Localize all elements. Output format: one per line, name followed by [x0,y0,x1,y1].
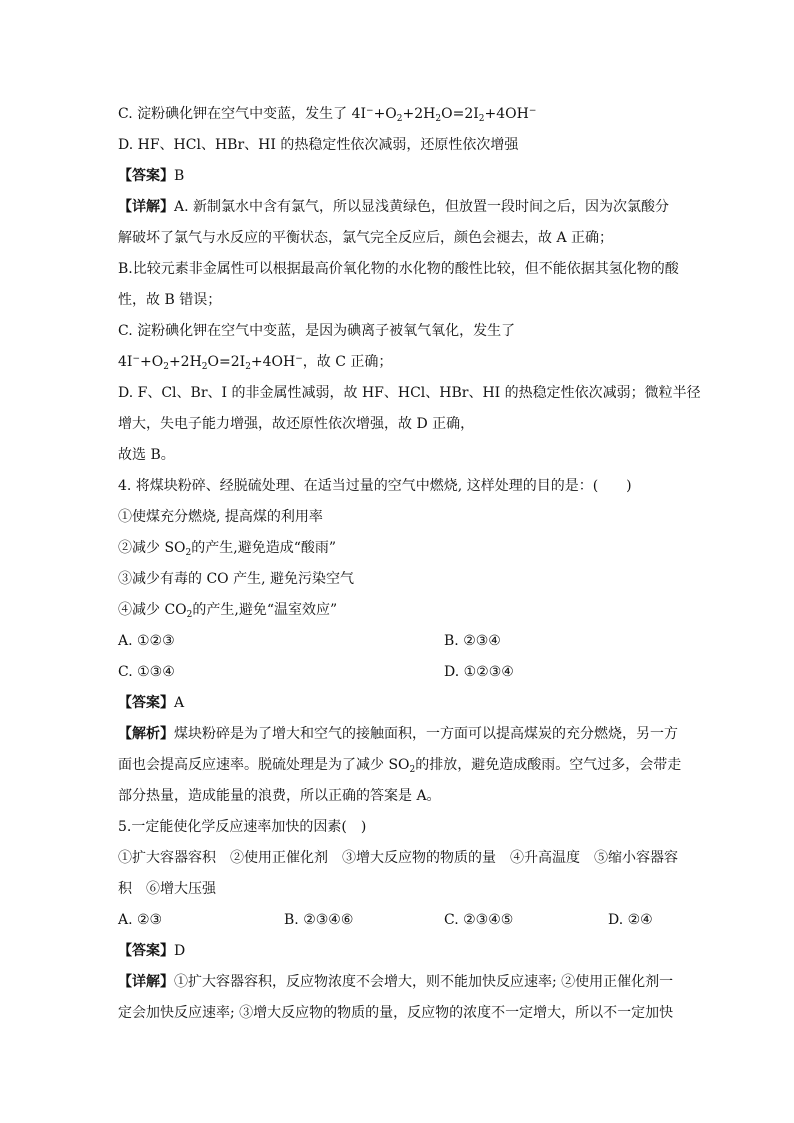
question-5-option-b: B. ②③④⑥ [284,912,354,928]
analysis-4-line-3: 部分热量，造成能量的浪费，所以正确的答案是 A。 [118,788,441,804]
answer-5: 【答案】D [118,943,186,959]
question-4-option-a: A. ①②③ [118,633,175,649]
explanation-5-line-1: 【详解】①扩大容器容积，反应物浓度不会增大，则不能加快反应速率; ②使用正催化剂一 [118,974,674,990]
question-4-item-2: ②减少 $SO_2$的产生,避免造成“酸雨” [118,540,337,558]
question-5-items-2: 积 ⑥增大压强 [118,881,216,897]
question-4: 4. 将煤块粉碎、经脱硫处理、在适当过量的空气中燃烧, 这样处理的目的是：( ) [118,478,632,494]
explanation-b1: B.比较元素非金属性可以根据最高价氧化物的水化物的酸性比较，但不能依据其氢化物的酸 [118,261,679,277]
explanation-d1: D. F、Cl、Br、I 的非金属性减弱，故 HF、HCl、HBr、HI 的热稳定性依次减弱；微粒半径 [118,385,701,401]
option-c-line: C. 淀粉碘化钾在空气中变蓝，发生了 $4I^-+O_2+2H_2O=2I_2+4OH^-$ [118,106,537,124]
choose-3: 故选 B。 [118,447,175,463]
question-5-items-1: ①扩大容器容积 ②使用正催化剂 ③增大反应物的物质的量 ④升高温度 ⑤缩小容器容 [118,850,678,866]
analysis-4-line-2: 面也会提高反应速率。脱硫处理是为了减少 $SO_2$的排放，避免造成酸雨。空气过多，会带走 [118,757,682,775]
explanation-b2: 性，故 B 错误； [118,292,222,308]
explanation-d2: 增大，失电子能力增强，故还原性依次增强，故 D 正确， [118,416,475,432]
explanation-5-line-2: 定会加快反应速率; ③增大反应物的物质的量，反应物的浓度不一定增大，所以不一定加快 [118,1005,674,1021]
question-5: 5.一定能使化学反应速率加快的因素( ) [118,819,367,835]
question-4-option-d: D. ①②③④ [444,664,514,680]
question-5-option-a: A. ②③ [118,912,163,928]
question-4-item-1: ①使煤充分燃烧, 提高煤的利用率 [118,509,323,525]
option-d-line: D. HF、HCl、HBr、HI 的热稳定性依次减弱，还原性依次增强 [118,137,519,153]
question-5-option-c: C. ②③④⑤ [444,912,514,928]
answer-4: 【答案】A [118,695,185,711]
explanation-a2: 解破坏了氯气与水反应的平衡状态，氯气完全反应后，颜色会褪去，故 A 正确； [118,230,614,246]
explanation-c2: $4I^-+O_2+2H_2O=2I_2+4OH^-$，故 C 正确； [118,354,393,372]
question-4-option-c: C. ①③④ [118,664,175,680]
question-5-option-d: D. ②④ [608,912,653,928]
explanation-c1: C. 淀粉碘化钾在空气中变蓝，是因为碘离子被氧气氧化，发生了 [118,323,516,339]
question-4-item-3: ③减少有毒的 CO 产生, 避免污染空气 [118,571,354,587]
answer-3: 【答案】B [118,168,185,184]
question-4-option-b: B. ②③④ [444,633,501,649]
question-4-item-4: ④减少 $CO_2$的产生,避免“温室效应” [118,602,338,620]
explanation-a1: 【详解】A. 新制氯水中含有氯气，所以显浅黄绿色，但放置一段时间之后，因为次氯酸分 [118,199,670,215]
analysis-4-line-1: 【解析】煤块粉碎是为了增大和空气的接触面积，一方面可以提高煤炭的充分燃烧，另一方 [118,726,678,742]
